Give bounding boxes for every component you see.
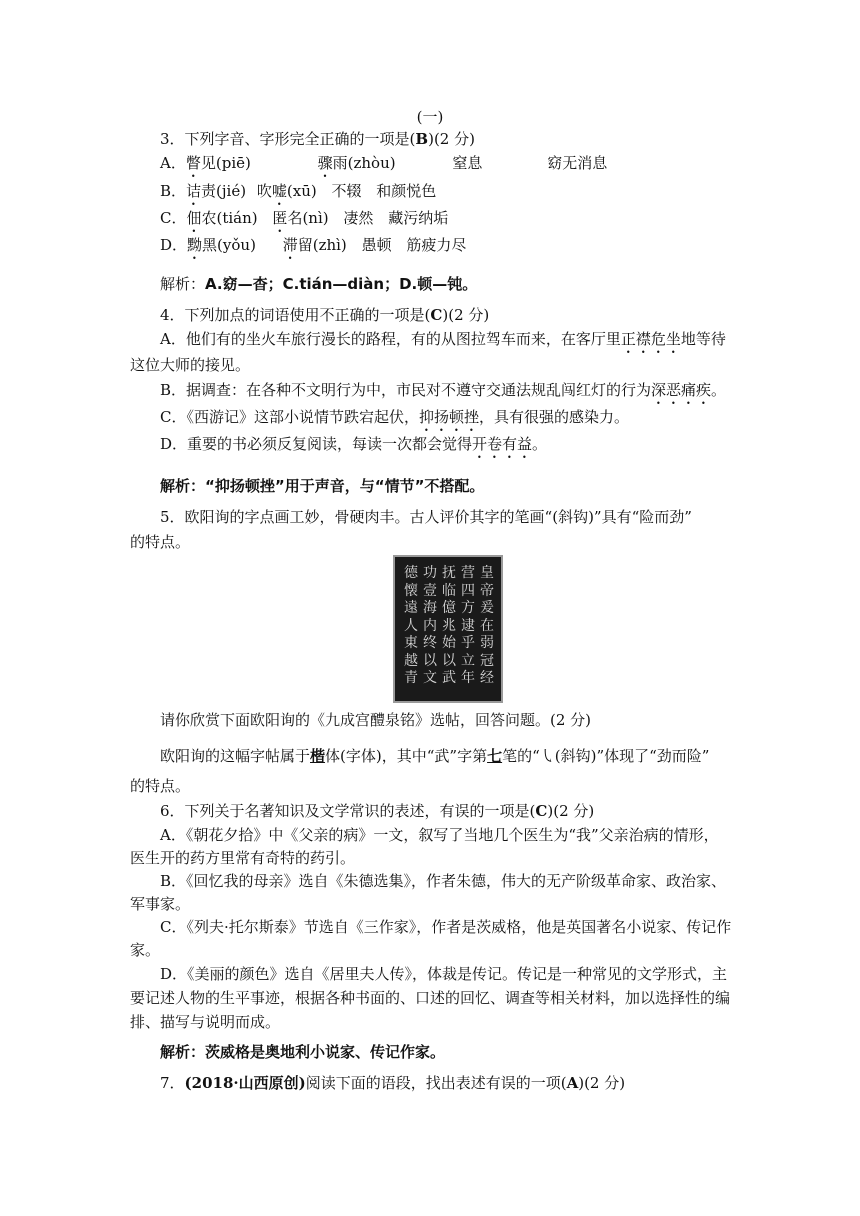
q4-option-a	[160, 328, 772, 357]
analysis-part: C.tián—diàn；	[282, 275, 400, 293]
analysis-part: D.顿—钝。	[399, 275, 478, 293]
q6-option-c: C．《列夫·托尔斯泰》节选自《三作家》，作者是茨威格，他是英国著名小说家、传记作	[160, 918, 732, 936]
section-heading: (一)	[416, 108, 444, 126]
answer-text: 笔的“㇂(斜钩)”体现了“劲而险”	[502, 747, 710, 765]
q4-option-c	[160, 406, 772, 435]
q3-answer: B	[415, 130, 429, 148]
q3-score: )(2 分)	[428, 130, 475, 148]
word: 留(zhì)	[297, 236, 347, 254]
dotted-char: 黝	[187, 236, 203, 254]
answer-text: 欧阳询的这幅字帖属于	[160, 747, 311, 765]
dotted-phrase: 抑扬顿挫	[418, 408, 479, 426]
q4-answer: C	[430, 306, 443, 324]
q6-score: )(2 分)	[547, 802, 595, 820]
option-text: C．《西游记》这部小说情节跌宕起伏，	[160, 408, 419, 426]
word: 农(tián)	[201, 209, 258, 227]
option-text: ，具有很强的感染力。	[479, 408, 630, 426]
answer-fill: 七	[487, 747, 503, 765]
dotted-char: 佃	[186, 209, 202, 227]
q4-stem	[160, 304, 772, 326]
q6-stem	[160, 800, 772, 822]
q6-option-d-cont: 要记述人物的生平事迹，根据各种书面的、口述的回忆、调查等相关材料，加以选择性的编	[130, 989, 731, 1007]
q7-number: 7．	[160, 1074, 185, 1092]
answer-text: 体(字体)，其中“武”字第	[325, 747, 488, 765]
q5-answer-line	[160, 745, 772, 767]
word: 名(nì)	[287, 209, 329, 227]
q7-stem	[160, 1072, 772, 1094]
option-text: D．重要的书必须反复阅读，每读一次都会觉得	[160, 435, 473, 453]
q3-option-d	[160, 234, 772, 263]
option-label: D．	[160, 236, 188, 254]
option-label: C．	[160, 209, 187, 227]
dotted-phrase: 深恶痛疾	[651, 381, 712, 399]
dotted-char: 嘘	[271, 182, 287, 200]
word: 不辍	[331, 182, 362, 200]
q3-stem	[160, 128, 772, 150]
q3-stem-text: 3．下列字音、字形完全正确的一项是(	[160, 130, 416, 148]
dotted-phrase: 正襟危坐	[620, 330, 681, 348]
q7-stem-text: 阅读下面的语段，找出表述有误的一项(	[305, 1074, 567, 1092]
word: 和颜悦色	[376, 182, 437, 200]
dotted-char: 诘	[186, 182, 202, 200]
q3-option-a	[160, 152, 772, 181]
dotted-char: 滞	[282, 236, 298, 254]
analysis-label: 解析：	[160, 275, 206, 293]
option-label: A．	[160, 154, 186, 172]
q4-score: )(2 分)	[442, 306, 490, 324]
q7-source: (2018·山西原创)	[184, 1074, 306, 1092]
word: 筋疲力尽	[406, 236, 467, 254]
word: 吹	[256, 182, 272, 200]
word: (xū)	[286, 182, 317, 200]
q5-answer-cont: 的特点。	[130, 777, 191, 795]
q6-option-a: A．《朝花夕拾》中《父亲的病》一文，叙写了当地几个医生为“我”父亲治病的情形，	[160, 826, 719, 844]
word: 窒息	[452, 154, 483, 172]
option-text: 地等待	[680, 330, 726, 348]
q7-answer: A	[566, 1074, 579, 1092]
calligraphy-column: 营四方逮乎立年	[461, 565, 475, 686]
option-text: 。	[711, 381, 727, 399]
word: 愚顿	[361, 236, 392, 254]
word: 责(jié)	[201, 182, 247, 200]
calligraphy-column: 皇帝爰在弱冠经	[480, 565, 494, 686]
word: 黑(yǒu)	[202, 236, 256, 254]
word: 藏污纳垢	[388, 209, 449, 227]
calligraphy-column: 德懐遠人東越青	[404, 565, 418, 686]
word: 窈无消息	[547, 154, 608, 172]
q6-option-c-cont: 家。	[130, 941, 161, 959]
q5-stem: 5．欧阳询的字点画工妙，骨硬肉丰。古人评价其字的笔画“(斜钩)”具有“险而劲”	[160, 508, 692, 526]
dotted-phrase: 开卷有益	[472, 435, 533, 453]
q6-option-d: D．《美丽的颜色》选自《居里夫人传》，体裁是传记。传记是一种常见的文学形式，主	[160, 965, 728, 983]
q5-prompt: 请你欣赏下面欧阳询的《九成宫醴泉铭》选帖，回答问题。(2 分)	[160, 711, 592, 729]
q4-stem-text: 4．下列加点的词语使用不正确的一项是(	[160, 306, 431, 324]
answer-fill: 楷	[310, 747, 326, 765]
calligraphy-columns	[401, 563, 495, 695]
q7-score: )(2 分)	[578, 1074, 626, 1092]
q4-option-b	[160, 379, 772, 408]
option-text: A．他们有的坐火车旅行漫长的路程，有的从图拉驾车而来，在客厅里	[160, 330, 621, 348]
q6-answer: C	[535, 802, 548, 820]
word: 凄然	[343, 209, 374, 227]
q6-option-a-cont: 医生开的药方里常有奇特的药引。	[130, 849, 356, 867]
option-text: 。	[532, 435, 548, 453]
dotted-char: 匿	[272, 209, 288, 227]
q3-option-b	[160, 180, 772, 209]
q3-analysis	[160, 273, 772, 295]
q6-option-b-cont: 军事家。	[130, 895, 191, 913]
q4-option-a-cont: 这位大师的接见。	[130, 356, 251, 374]
q6-stem-text: 6．下列关于名著知识及文学常识的表述，有误的一项是(	[160, 802, 536, 820]
word: 雨(zhòu)	[332, 154, 396, 172]
dotted-char: 瞥	[185, 154, 201, 172]
q4-option-d	[160, 433, 772, 462]
calligraphy-column: 抚临億兆始以武	[442, 565, 456, 686]
q3-option-c	[160, 207, 772, 236]
calligraphy-image	[393, 555, 503, 703]
q6-option-b: B．《回忆我的母亲》选自《朱德选集》，作者朱德，伟大的无产阶级革命家、政治家、	[160, 872, 727, 890]
word: 见(piē)	[200, 154, 251, 172]
q6-option-d-cont2: 排、描写与说明而成。	[130, 1013, 281, 1031]
calligraphy-column: 功壹海内终以文	[423, 565, 437, 686]
option-label: B．	[160, 182, 187, 200]
q5-stem-cont: 的特点。	[130, 533, 191, 551]
dotted-char: 骤	[317, 154, 333, 172]
q6-analysis: 解析：茨威格是奥地利小说家、传记作家。	[160, 1043, 446, 1061]
q4-analysis: 解析：“抑扬顿挫”用于声音，与“情节”不搭配。	[160, 477, 485, 495]
option-text: B．据调查：在各种不文明行为中，市民对不遵守交通法规乱闯红灯的行为	[160, 381, 652, 399]
analysis-part: A.窈—杳；	[205, 275, 283, 293]
